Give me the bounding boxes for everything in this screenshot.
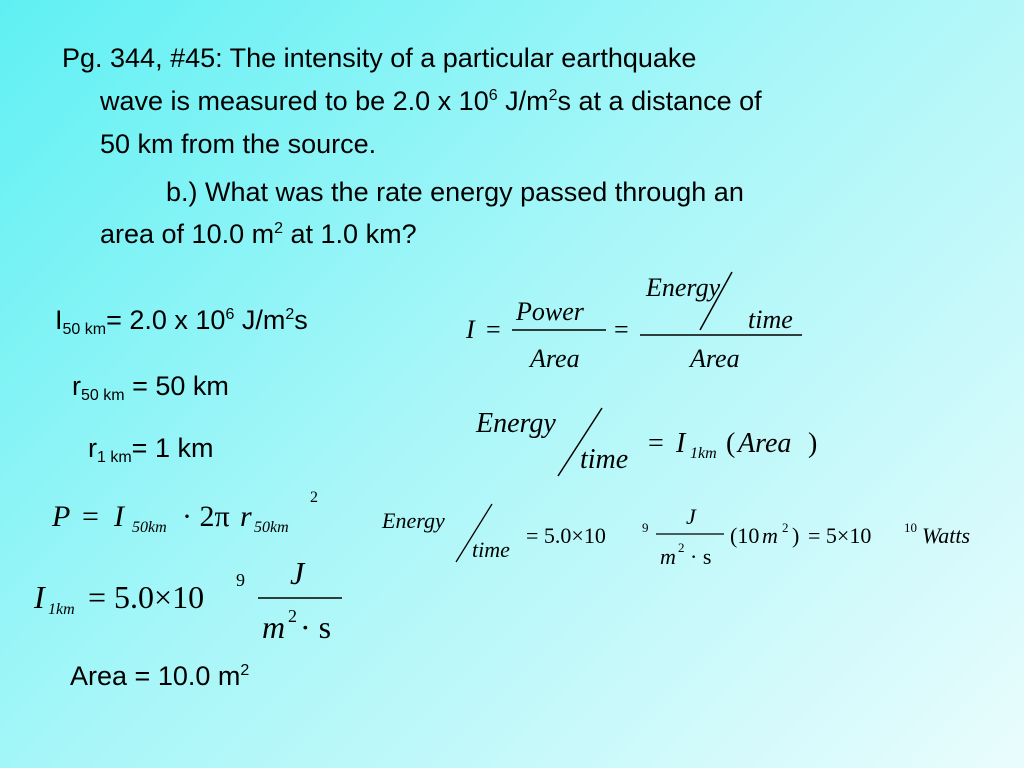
svg-text:Area: Area — [690, 344, 740, 373]
problem-line-4: b.) What was the rate energy passed through an — [166, 177, 744, 207]
svg-text:· s: · s — [690, 544, 712, 569]
svg-text:Power: Power — [516, 297, 584, 326]
given-intensity: $I_{50 km}= 2.0$ x $10^6$ $J/m^2s$ — [55, 305, 308, 338]
given-r1: $r_{1 km}= 1$ km — [88, 433, 214, 466]
svg-text:r: r — [240, 500, 252, 533]
svg-text:=: = — [648, 428, 664, 459]
svg-text:): ) — [808, 428, 818, 459]
equation-power — [50, 480, 350, 545]
problem-line-2: wave is measured to be 2.0 x $10^6$ $J/m^2s$ at a distance of — [100, 86, 762, 116]
svg-text:9: 9 — [642, 520, 649, 535]
problem-line-5: area of 10.0 $m^2$ at 1.0 km? — [100, 219, 417, 249]
problem-line-1: Pg. 344, #45: The intensity of a particular earthquake — [62, 43, 697, 73]
svg-text:=: = — [82, 500, 99, 533]
svg-text:Energy: Energy — [646, 273, 721, 302]
svg-text:Area: Area — [530, 344, 580, 373]
svg-text:I: I — [676, 428, 686, 459]
svg-text:Area: Area — [738, 428, 792, 459]
problem-line-3: 50 km from the source. — [100, 129, 377, 159]
svg-text:= 5.0×10: = 5.0×10 — [526, 523, 606, 548]
svg-text:Energy: Energy — [476, 408, 556, 439]
svg-text:I: I — [114, 500, 124, 533]
svg-text:P: P — [52, 500, 71, 533]
svg-text:1km: 1km — [48, 601, 75, 618]
svg-text:2: 2 — [678, 540, 685, 555]
svg-text:1km: 1km — [690, 445, 717, 462]
svg-text:2: 2 — [310, 489, 318, 506]
svg-text:50km: 50km — [254, 519, 289, 536]
svg-text:9: 9 — [236, 570, 245, 590]
svg-text:Energy: Energy — [382, 508, 445, 533]
svg-text:2: 2 — [288, 606, 297, 626]
svg-text:=: = — [486, 315, 501, 344]
svg-text:· 2π: · 2π — [182, 500, 230, 533]
svg-text:= 5.0×10: = 5.0×10 — [88, 579, 205, 615]
svg-text:I: I — [466, 315, 475, 344]
svg-text:time: time — [472, 537, 510, 562]
svg-text:= 5×10: = 5×10 — [808, 523, 872, 548]
svg-text:=: = — [614, 315, 629, 344]
svg-text:10: 10 — [904, 520, 917, 535]
svg-text:time: time — [748, 305, 793, 334]
given-r50: $r_{50 km} = 50$ km — [72, 371, 229, 404]
equation-rate-formula — [472, 402, 842, 482]
svg-text:m: m — [660, 544, 676, 569]
svg-text:): ) — [792, 523, 800, 548]
svg-text:50km: 50km — [132, 519, 167, 536]
svg-text:2: 2 — [782, 520, 789, 535]
svg-text:(: ( — [726, 428, 736, 459]
svg-text:I: I — [34, 579, 45, 615]
svg-text:m: m — [762, 523, 778, 548]
svg-text:J: J — [686, 504, 696, 529]
equation-intensity-definition — [460, 262, 810, 377]
svg-text:(10: (10 — [730, 523, 760, 548]
svg-text:· s: · s — [300, 609, 332, 645]
equation-i1km — [32, 552, 362, 647]
svg-text:J: J — [290, 555, 305, 591]
svg-text:m: m — [262, 609, 286, 645]
given-area: Area = 10.0 $m^2$ — [70, 661, 250, 691]
svg-text:time: time — [580, 444, 629, 475]
svg-text:Watts: Watts — [922, 523, 971, 548]
equation-rate-result — [380, 500, 1004, 572]
